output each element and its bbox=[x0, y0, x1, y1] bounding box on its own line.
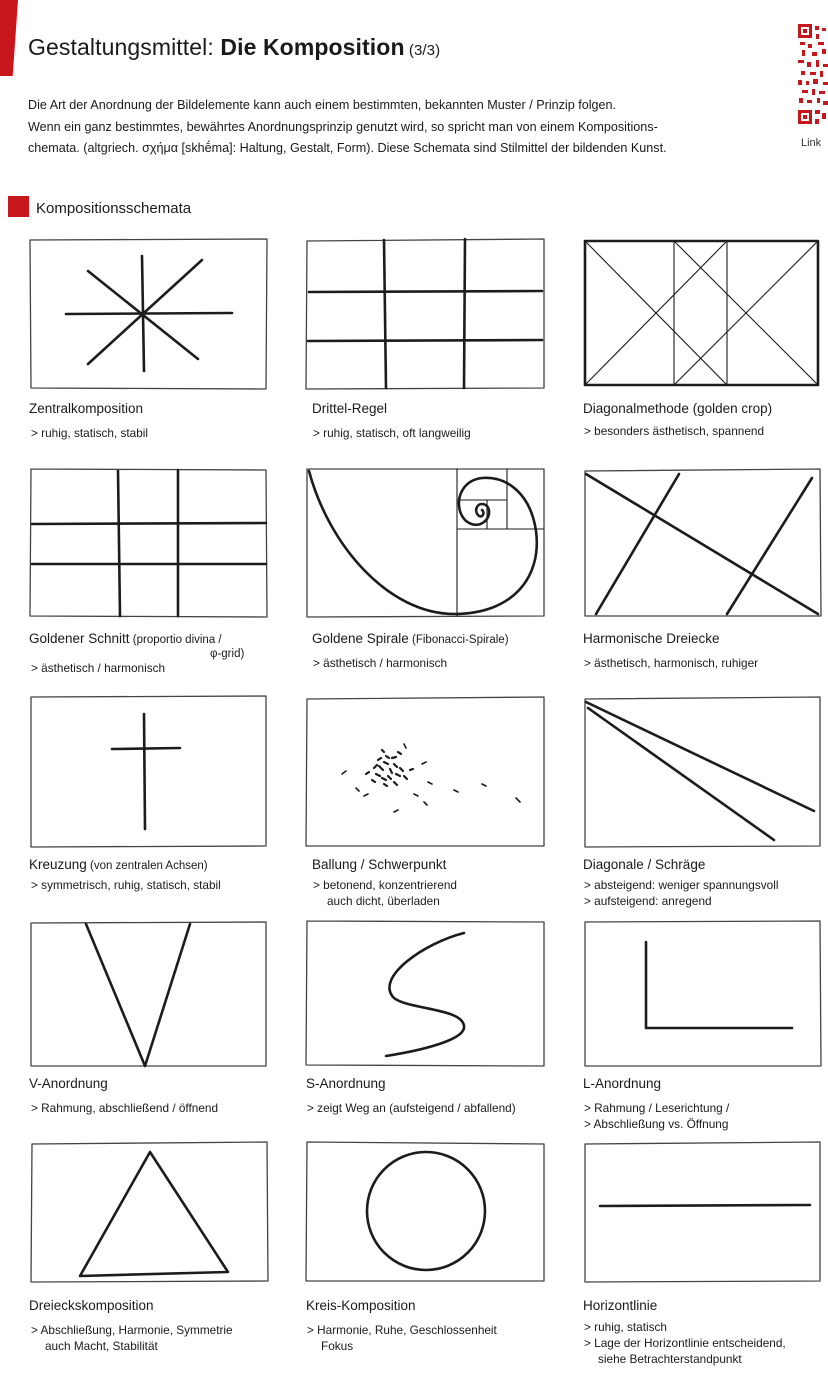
intro-line: Wenn ein ganz bestimmtes, bewährtes Anordnungsprinzip genutzt wird, so spricht man von einem Kompositions- bbox=[28, 119, 658, 134]
dreieckskomposition-sketch bbox=[28, 1140, 272, 1286]
schema-title: Ballung / Schwerpunkt bbox=[312, 857, 447, 872]
schema-desc-line: auch Macht, Stabilität bbox=[45, 1339, 158, 1353]
qr-code-icon[interactable] bbox=[798, 24, 828, 128]
schema-desc: > ästhetisch / harmonisch bbox=[31, 661, 166, 675]
schema-desc-line: auch dicht, überladen bbox=[327, 894, 440, 908]
ballung-sketch bbox=[304, 694, 548, 850]
diagonale-sketch bbox=[582, 694, 824, 850]
schema-title-paren: (proportio divina / bbox=[129, 634, 222, 646]
intro-line: chemata. (altgriech. σχήμα [skhḗma]: Haltung, Gestalt, Form). Diese Schemata sind Stilmittel der bildenden Kunst. bbox=[28, 141, 667, 155]
schema-desc bbox=[307, 1322, 497, 1354]
schema-title: Harmonische Dreiecke bbox=[583, 631, 720, 646]
schema-title: Zentralkomposition bbox=[29, 401, 144, 416]
qr-link-label[interactable]: Link bbox=[801, 137, 822, 149]
corner-accent bbox=[0, 0, 18, 76]
schema-title: L-Anordnung bbox=[583, 1076, 662, 1091]
schema-title: Dreieckskomposition bbox=[29, 1298, 154, 1313]
schema-title bbox=[29, 857, 208, 872]
schema-title: Kreis-Komposition bbox=[306, 1298, 416, 1313]
schema-desc: > Rahmung, abschließend / öffnend bbox=[31, 1101, 219, 1115]
v-anordnung-sketch bbox=[28, 918, 270, 1070]
schema-desc: > zeigt Weg an (aufsteigend / abfallend) bbox=[307, 1101, 516, 1115]
s-anordnung-sketch bbox=[304, 918, 548, 1070]
schema-title-main: Kreuzung bbox=[29, 857, 87, 872]
title-prefix: Gestaltungsmittel: bbox=[28, 34, 221, 60]
harmonische-dreiecke-sketch bbox=[582, 466, 824, 620]
horizontlinie-sketch bbox=[582, 1140, 824, 1286]
schema-desc-line: > aufsteigend: anregend bbox=[584, 894, 712, 908]
schema-title: Diagonalmethode (golden crop) bbox=[583, 401, 773, 416]
schema-desc bbox=[584, 1319, 786, 1367]
section-marker bbox=[8, 196, 29, 217]
schema-desc: > ästhetisch, harmonisch, ruhiger bbox=[584, 656, 759, 670]
diagonalmethode-sketch bbox=[582, 238, 822, 388]
schema-title: Drittel-Regel bbox=[312, 401, 388, 416]
schema-desc: > besonders ästhetisch, spannend bbox=[584, 424, 765, 438]
drittel-regel-sketch bbox=[304, 236, 548, 392]
schema-desc-line: > absteigend: weniger spannungsvoll bbox=[584, 878, 779, 892]
schema-desc: > ruhig, statisch, stabil bbox=[31, 426, 149, 440]
schema-desc-line: > Harmonie, Ruhe, Geschlossenheit bbox=[307, 1323, 497, 1337]
goldener-schnitt-sketch bbox=[28, 466, 270, 620]
schema-desc: > ästhetisch / harmonisch bbox=[313, 656, 448, 670]
schema-desc-line: Fokus bbox=[321, 1339, 354, 1353]
schema-desc-line: > Abschließung vs. Öffnung bbox=[584, 1117, 729, 1131]
schema-desc-line: > ruhig, statisch bbox=[584, 1320, 667, 1334]
schema-title-extra: φ-grid) bbox=[210, 648, 245, 660]
intro-line: Die Art der Anordnung der Bildelemente kann auch einem bestimmten, bekannten Muster / Prinzip folgen. bbox=[28, 98, 617, 112]
intro-text bbox=[28, 95, 798, 160]
schema-title-main: Goldene Spirale bbox=[312, 631, 409, 646]
schema-title: Diagonale / Schräge bbox=[583, 857, 706, 872]
kreuzung-sketch bbox=[28, 694, 270, 850]
schema-title bbox=[29, 631, 222, 646]
schema-title: V-Anordnung bbox=[29, 1076, 108, 1091]
schema-title-paren: (von zentralen Achsen) bbox=[86, 860, 208, 872]
schema-desc: > ruhig, statisch, oft langweilig bbox=[313, 426, 471, 440]
title-page-count: (3/3) bbox=[404, 42, 441, 59]
schema-desc bbox=[584, 877, 778, 909]
schema-desc-line: > Abschließung, Harmonie, Symmetrie bbox=[31, 1323, 233, 1337]
schema-title-main: Goldener Schnitt bbox=[29, 631, 130, 646]
title-bold: Die Komposition bbox=[220, 34, 405, 60]
schema-title: Horizontlinie bbox=[583, 1298, 658, 1313]
schema-desc-line: > betonend, konzentrierend bbox=[313, 878, 457, 892]
goldene-spirale-sketch bbox=[304, 466, 548, 620]
zentralkomposition-sketch bbox=[28, 236, 270, 392]
schema-desc bbox=[584, 1100, 729, 1132]
l-anordnung-sketch bbox=[582, 918, 824, 1070]
section-title: Kompositionsschemata bbox=[36, 200, 192, 217]
schema-title bbox=[312, 631, 509, 646]
schema-desc-line: > Lage der Horizontlinie entscheidend, bbox=[584, 1336, 786, 1350]
schema-desc bbox=[313, 877, 457, 909]
schema-title-paren: (Fibonacci-Spirale) bbox=[408, 634, 509, 646]
schema-title: S-Anordnung bbox=[306, 1076, 386, 1091]
schema-desc-line: siehe Betrachterstandpunkt bbox=[598, 1352, 742, 1366]
kreis-komposition-sketch bbox=[304, 1140, 548, 1286]
schema-desc: > symmetrisch, ruhig, statisch, stabil bbox=[31, 878, 221, 892]
schema-desc bbox=[31, 1322, 233, 1354]
page-title bbox=[28, 34, 440, 61]
schema-desc-line: > Rahmung / Leserichtung / bbox=[584, 1101, 730, 1115]
